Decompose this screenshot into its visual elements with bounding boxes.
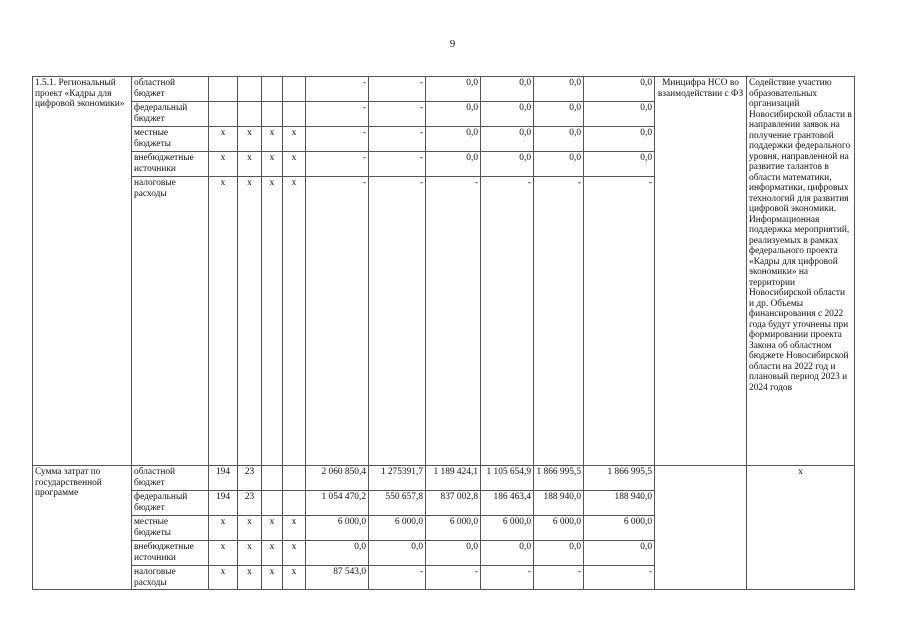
funding-source: федеральный бюджет xyxy=(132,102,209,127)
value-cell: 87 543,0 xyxy=(306,566,369,590)
value-cell: - xyxy=(306,152,369,177)
value-cell: - xyxy=(306,77,369,102)
code-cell xyxy=(262,491,283,516)
result-cell: х xyxy=(747,466,855,590)
value-cell: 0,0 xyxy=(534,541,584,566)
funding-source: внебюджетные источники xyxy=(132,541,209,566)
block-name: Сумма затрат по государственной программе xyxy=(33,466,132,590)
value-cell: 6 000,0 xyxy=(426,516,481,541)
value-cell: 550 657,8 xyxy=(369,491,426,516)
value-cell: - xyxy=(369,566,426,590)
funding-source: областной бюджет xyxy=(132,77,209,102)
code-cell: х xyxy=(283,152,306,177)
value-cell: - xyxy=(369,102,426,127)
value-cell: 0,0 xyxy=(481,541,534,566)
code-cell: х xyxy=(283,127,306,152)
code-cell: х xyxy=(209,566,238,590)
value-cell: 2 060 850,4 xyxy=(306,466,369,491)
value-cell: 1 866 995,5 xyxy=(584,466,655,491)
value-cell: 0,0 xyxy=(426,541,481,566)
value-cell: 1 866 995,5 xyxy=(534,466,584,491)
value-cell: 0,0 xyxy=(534,127,584,152)
code-cell: х xyxy=(209,541,238,566)
value-cell: 6 000,0 xyxy=(584,516,655,541)
code-cell: х xyxy=(283,541,306,566)
code-cell xyxy=(238,77,262,102)
value-cell: 0,0 xyxy=(481,127,534,152)
code-cell: х xyxy=(209,516,238,541)
value-cell: 0,0 xyxy=(481,102,534,127)
value-cell: - xyxy=(306,102,369,127)
value-cell: 6 000,0 xyxy=(306,516,369,541)
value-cell: - xyxy=(481,566,534,590)
value-cell: 0,0 xyxy=(534,102,584,127)
value-cell: 0,0 xyxy=(584,102,655,127)
value-cell: - xyxy=(306,177,369,466)
value-cell: 0,0 xyxy=(369,541,426,566)
value-cell: - xyxy=(369,127,426,152)
value-cell: 0,0 xyxy=(426,152,481,177)
code-cell: х xyxy=(238,541,262,566)
code-cell: х xyxy=(262,541,283,566)
code-cell: х xyxy=(283,566,306,590)
value-cell: - xyxy=(534,177,584,466)
value-cell: 6 000,0 xyxy=(534,516,584,541)
project-section xyxy=(33,77,855,466)
code-cell: х xyxy=(209,127,238,152)
value-cell: - xyxy=(584,566,655,590)
value-cell: 6 000,0 xyxy=(369,516,426,541)
page-number: 9 xyxy=(449,38,456,50)
code-cell: х xyxy=(238,516,262,541)
code-cell xyxy=(283,77,306,102)
budget-table xyxy=(32,76,855,590)
value-cell: - xyxy=(426,177,481,466)
code-cell xyxy=(209,102,238,127)
code-cell: 23 xyxy=(238,491,262,516)
code-cell xyxy=(262,466,283,491)
code-cell xyxy=(209,77,238,102)
value-cell: 0,0 xyxy=(481,152,534,177)
funding-source: местные бюджеты xyxy=(132,127,209,152)
value-cell: - xyxy=(584,177,655,466)
value-cell: 1 275391,7 xyxy=(369,466,426,491)
value-cell: 0,0 xyxy=(481,77,534,102)
table-row xyxy=(33,466,855,491)
code-cell xyxy=(283,466,306,491)
code-cell xyxy=(238,102,262,127)
result-cell: Содействие участию образовательных организаций Новосибирской области в направлении заявок на получение грантовой поддержки федерального уровня, направленной на развитие талантов в области математики, информатики, цифровых технологий для развития цифровой экономики. Информационная поддержка мероприятий, реализуемых в рамках федерального проекта «Кадры для цифровой экономики» на территории Новосибирской области и др. Объемы финансирования с 2022 года будут уточнены при формировании проекта Закона об областном бюджете Новосибирской области на 2022 год и плановый период 2023 и 2024 годов xyxy=(747,77,855,466)
code-cell: х xyxy=(238,152,262,177)
value-cell: 188 940,0 xyxy=(584,491,655,516)
code-cell: 23 xyxy=(238,466,262,491)
code-cell: х xyxy=(238,566,262,590)
value-cell: 1 105 654,9 xyxy=(481,466,534,491)
funding-source: федеральный бюджет xyxy=(132,491,209,516)
code-cell: х xyxy=(238,127,262,152)
value-cell: - xyxy=(369,177,426,466)
code-cell: х xyxy=(262,177,283,466)
funding-source: налоговые расходы xyxy=(132,566,209,590)
value-cell: 188 940,0 xyxy=(534,491,584,516)
code-cell: х xyxy=(283,516,306,541)
value-cell: - xyxy=(306,127,369,152)
value-cell: 0,0 xyxy=(534,77,584,102)
funding-source: внебюджетные источники xyxy=(132,152,209,177)
code-cell: 194 xyxy=(209,466,238,491)
value-cell: 0,0 xyxy=(584,127,655,152)
value-cell: - xyxy=(369,77,426,102)
table-row xyxy=(33,77,855,102)
code-cell: х xyxy=(238,177,262,466)
funding-source: налоговые расходы xyxy=(132,177,209,466)
code-cell: х xyxy=(283,177,306,466)
value-cell: 0,0 xyxy=(584,541,655,566)
code-cell xyxy=(262,77,283,102)
code-cell: х xyxy=(262,127,283,152)
code-cell xyxy=(283,102,306,127)
funding-source: областной бюджет xyxy=(132,466,209,491)
value-cell: 0,0 xyxy=(534,152,584,177)
value-cell: - xyxy=(369,152,426,177)
code-cell: х xyxy=(209,152,238,177)
value-cell: 837 002,8 xyxy=(426,491,481,516)
executor-cell xyxy=(655,466,747,590)
code-cell: х xyxy=(209,177,238,466)
value-cell: 0,0 xyxy=(426,77,481,102)
value-cell: 0,0 xyxy=(426,102,481,127)
code-cell: х xyxy=(262,152,283,177)
funding-source: местные бюджеты xyxy=(132,516,209,541)
value-cell: 186 463,4 xyxy=(481,491,534,516)
block-name: 1.5.1. Региональный проект «Кадры для цифровой экономики» xyxy=(33,77,132,466)
value-cell: 1 189 424,1 xyxy=(426,466,481,491)
code-cell: х xyxy=(262,516,283,541)
total-section xyxy=(33,466,855,590)
value-cell: 0,0 xyxy=(584,152,655,177)
value-cell: - xyxy=(481,177,534,466)
code-cell xyxy=(262,102,283,127)
value-cell: 1 054 470,2 xyxy=(306,491,369,516)
value-cell: 0,0 xyxy=(306,541,369,566)
code-cell: 194 xyxy=(209,491,238,516)
executor-cell: Минцифра НСО во взаимодействии с ФЗ xyxy=(655,77,747,466)
value-cell: 6 000,0 xyxy=(481,516,534,541)
value-cell: 0,0 xyxy=(584,77,655,102)
code-cell xyxy=(283,491,306,516)
value-cell: - xyxy=(534,566,584,590)
value-cell: - xyxy=(426,566,481,590)
value-cell: 0,0 xyxy=(426,127,481,152)
code-cell: х xyxy=(262,566,283,590)
